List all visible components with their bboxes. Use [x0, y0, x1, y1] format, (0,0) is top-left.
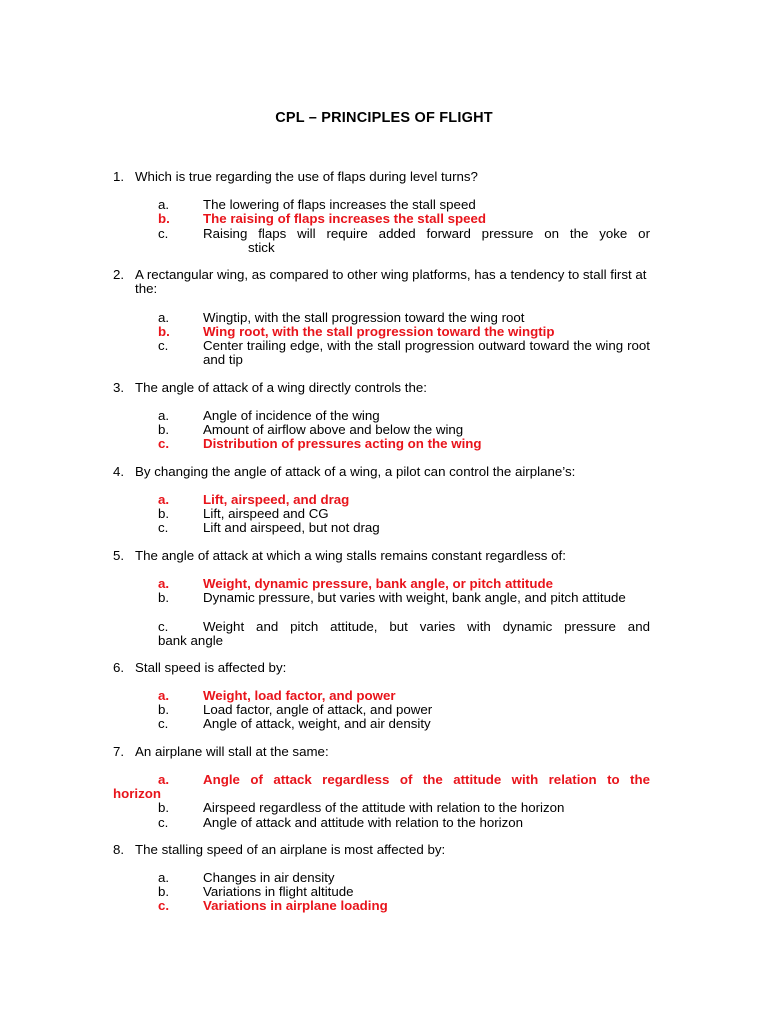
question-8 [113, 843, 658, 857]
option-text: Dynamic pressure, but varies with weight, bank angle, and pitch attitude [203, 590, 626, 605]
option-letter: a. [158, 492, 170, 507]
option-text-continued: stick [248, 240, 275, 255]
option-letter: a. [158, 870, 170, 885]
option-text: Weight, load factor, and power [203, 688, 396, 703]
question-text: The angle of attack at which a wing stalls remains constant regardless of: [135, 548, 566, 563]
option-text: Weight and pitch attitude, but varies with dynamic pressure and [203, 619, 650, 634]
option-text: Airspeed regardless of the attitude with relation to the horizon [203, 800, 565, 815]
option-text: Distribution of pressures acting on the wing [203, 436, 482, 451]
option-letter: a. [158, 408, 170, 423]
option-5c [158, 620, 650, 634]
option-6c [158, 717, 650, 731]
option-8c-correct [158, 899, 650, 913]
option-letter: a. [158, 772, 170, 787]
question-7 [113, 745, 658, 759]
question-text: A rectangular wing, as compared to other wing platforms, has a tendency to stall first at the: [135, 267, 647, 297]
option-text: Lift, airspeed, and drag [203, 492, 350, 507]
option-letter: c. [158, 520, 169, 535]
option-text: Wing root, with the stall progression toward the wingtip [203, 324, 555, 339]
question-1 [113, 170, 658, 184]
question-2 [113, 268, 658, 296]
question-3 [113, 381, 658, 395]
option-text: Angle of attack, weight, and air density [203, 716, 431, 731]
option-letter: c. [158, 815, 169, 830]
option-letter: c. [158, 436, 170, 451]
option-letter: b. [158, 324, 170, 339]
question-text: The angle of attack of a wing directly controls the: [135, 380, 427, 395]
question-4 [113, 465, 658, 479]
question-number: 2. [113, 267, 125, 282]
question-number: 6. [113, 660, 125, 675]
option-letter: a. [158, 688, 170, 703]
question-number: 8. [113, 842, 125, 857]
option-letter: a. [158, 576, 170, 591]
option-text: Weight, dynamic pressure, bank angle, or pitch attitude [203, 576, 553, 591]
option-text: Raising flaps will require added forward pressure on the yoke or [203, 226, 650, 241]
option-1b-correct [158, 212, 650, 226]
question-number: 4. [113, 464, 125, 479]
option-text-continued: bank angle [158, 633, 224, 648]
option-1c [158, 227, 650, 241]
option-letter: b. [158, 884, 170, 899]
option-text: The lowering of flaps increases the stall speed [203, 197, 476, 212]
option-text: Variations in airplane loading [203, 898, 388, 913]
question-text: Stall speed is affected by: [135, 660, 287, 675]
option-text: Angle of attack regardless of the attitude with relation to the [203, 772, 650, 787]
option-letter: b. [158, 422, 170, 437]
option-text: Center trailing edge, with the stall progression outward toward the wing root and tip [203, 338, 650, 368]
option-text: Wingtip, with the stall progression toward the wing root [203, 310, 525, 325]
option-letter: c. [158, 716, 169, 731]
option-2c [158, 339, 650, 367]
option-7a-correct [158, 773, 650, 787]
question-number: 5. [113, 548, 125, 563]
option-letter: b. [158, 800, 170, 815]
option-text-continued: horizon [113, 786, 162, 801]
page-title: CPL – PRINCIPLES OF FLIGHT [275, 110, 493, 126]
option-7b [158, 801, 650, 815]
option-text: Lift, airspeed and CG [203, 506, 329, 521]
option-letter: c. [158, 226, 169, 241]
option-letter: b. [158, 590, 170, 605]
option-letter: c. [158, 338, 169, 353]
question-6 [113, 661, 658, 675]
question-text: The stalling speed of an airplane is most affected by: [135, 842, 446, 857]
option-letter: b. [158, 211, 170, 226]
option-3c-correct [158, 437, 650, 451]
option-4c [158, 521, 650, 535]
option-letter: b. [158, 506, 170, 521]
option-text: Load factor, angle of attack, and power [203, 702, 433, 717]
question-number: 7. [113, 744, 125, 759]
option-text: Lift and airspeed, but not drag [203, 520, 380, 535]
question-text: Which is true regarding the use of flaps during level turns? [135, 169, 478, 184]
option-text: Amount of airflow above and below the wing [203, 422, 464, 437]
question-number: 3. [113, 380, 125, 395]
question-text: An airplane will stall at the same: [135, 744, 329, 759]
option-letter: b. [158, 702, 170, 717]
option-1c-continued [158, 241, 650, 255]
option-text: Angle of attack and attitude with relation to the horizon [203, 815, 524, 830]
option-text: The raising of flaps increases the stall speed [203, 211, 487, 226]
option-5b [158, 591, 650, 605]
option-letter: c. [158, 898, 170, 913]
option-text: Angle of incidence of the wing [203, 408, 380, 423]
option-letter: c. [158, 619, 169, 634]
question-5 [113, 549, 658, 563]
option-5c-continued [158, 634, 650, 648]
option-text: Variations in flight altitude [203, 884, 354, 899]
option-text: Changes in air density [203, 870, 335, 885]
option-letter: a. [158, 197, 170, 212]
option-7c [158, 816, 650, 830]
option-letter: a. [158, 310, 170, 325]
question-number: 1. [113, 169, 125, 184]
question-text: By changing the angle of attack of a wing, a pilot can control the airplane’s: [135, 464, 576, 479]
